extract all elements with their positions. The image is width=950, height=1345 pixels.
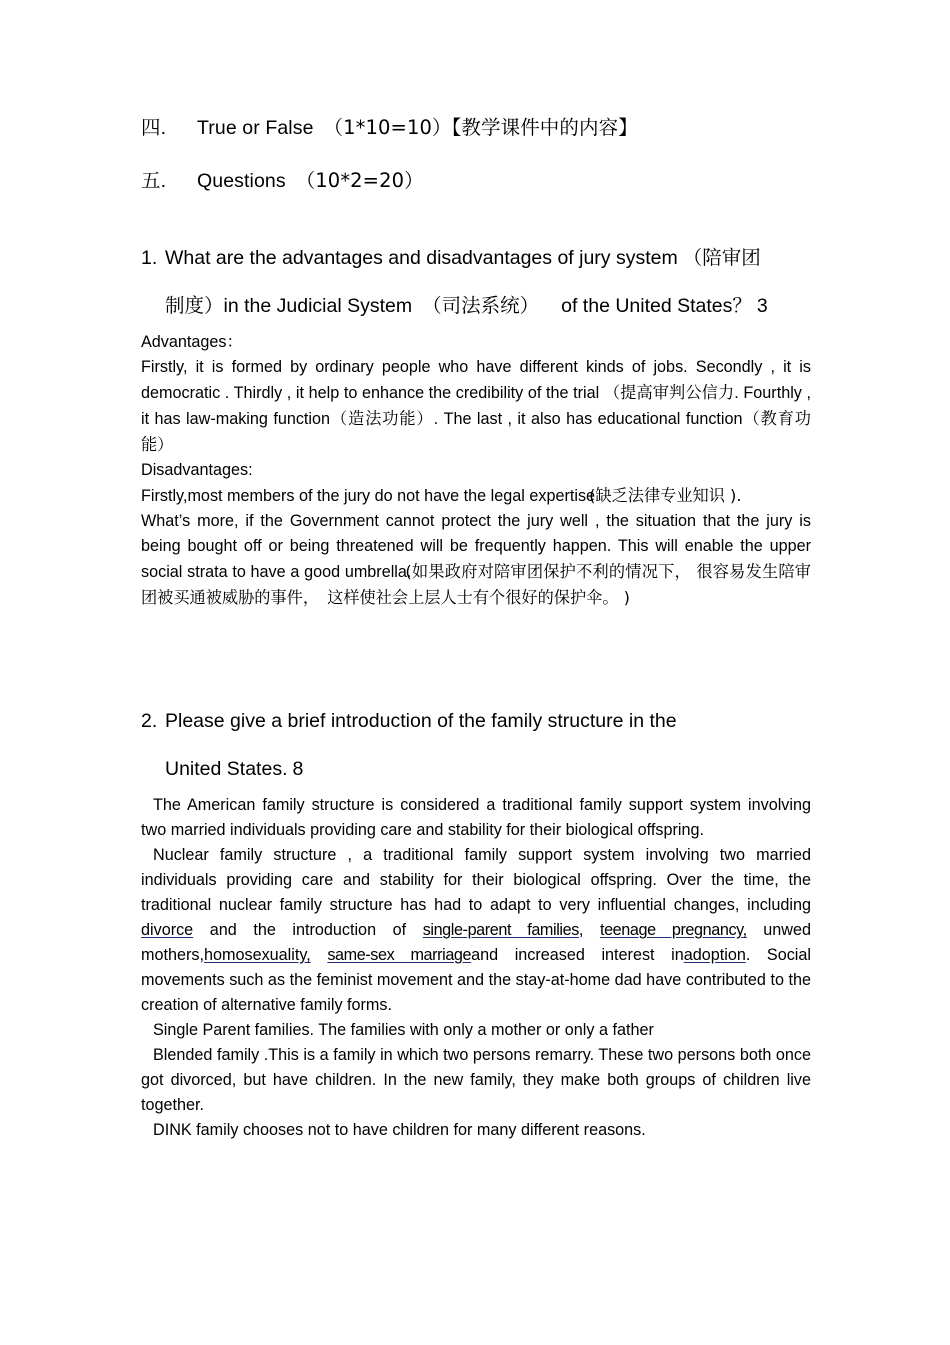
question-1-text-b: in the Judicial System — [223, 295, 413, 317]
disadvantages-text-1: Firstly,most members of the jury do not have the legal expertise — [141, 487, 596, 505]
advantages-zh-2: （造法功能） — [330, 409, 434, 428]
link-homosexuality[interactable]: homosexuality, — [203, 946, 311, 964]
answer-2-text-h: Social movements such as the feminist movement and the stay-at-home dad have contributed to the creation of alternative family forms. — [141, 946, 811, 1014]
section-marks: （10*2=20） — [295, 168, 424, 192]
answer-2-para-2 — [141, 843, 811, 1018]
answer-2-para-4: Blended family .This is a family in which two persons remarry. These two persons both once got divorced, but have children. In the new family, they make both groups of children live together. — [141, 1046, 811, 1114]
section-heading-true-or-false — [141, 118, 811, 139]
document-content — [141, 118, 811, 1143]
answer-2-text-g: . — [745, 946, 751, 964]
disadvantages-zh-2: (如果政府对陪审团保护不利的情况下， 很容易发生陪审团被买通被威胁的事件， 这样使社会上层人士有个很好的保护伞。 ) — [141, 562, 811, 607]
question-1-text-c: of the United States？ — [561, 295, 752, 317]
link-single-parent-families[interactable]: single-parent families — [422, 921, 579, 939]
question-2-text-a: Please give a brief introduction of the family structure in the — [165, 710, 677, 732]
answer-2-text-d: unwed mothers, — [141, 921, 811, 964]
link-teenage-pregnancy[interactable]: teenage pregnancy, — [599, 921, 747, 939]
question-2-score: 8 — [292, 758, 304, 780]
answer-2-para-3: Single Parent families. The families with only a mother or only a father — [153, 1021, 654, 1039]
answer-1-block — [141, 330, 811, 611]
answer-2-text-a: Nuclear family structure , a traditional family support system involving two married individuals providing care and stability for their biological offspring. Over the time, the traditional nuclear family structure has had to adapt to very influential changes, including — [141, 846, 811, 914]
section-heading-questions — [141, 168, 811, 192]
advantages-zh-3: （教育功能） — [141, 409, 811, 454]
answer-2-para-1: The American family structure is considered a traditional family support system involving two married individuals providing care and stability for their biological offspring. — [141, 796, 811, 839]
question-1-text-a: What are the advantages and disadvantages of jury system — [165, 247, 678, 269]
section-number: 四. — [141, 117, 167, 139]
question-2-text-b: United States. — [165, 758, 288, 780]
disadvantages-body-2 — [141, 509, 811, 611]
advantages-label: Advantages： — [141, 333, 243, 351]
question-number: 1. — [141, 247, 158, 269]
section-title: Questions — [197, 169, 286, 192]
link-same-sex-marriage[interactable]: same-sex marriage — [327, 946, 472, 964]
disadvantages-label: Disadvantages: — [141, 461, 253, 479]
question-1-zh-c: （司法系统） — [422, 294, 540, 317]
section-marks: （1*10=10）【教学课件中的内容】 — [323, 116, 638, 139]
answer-2-para-5: DINK family chooses not to have children for many different reasons. — [153, 1121, 646, 1139]
question-1-zh-b: 制度） — [165, 294, 224, 317]
advantages-zh-1: （提高审判公信力 — [603, 383, 735, 402]
disadvantages-body-1 — [141, 483, 811, 509]
advantages-text-3: . The last , it also has educational function — [433, 410, 743, 428]
section-spacer — [141, 611, 811, 697]
answer-2-block — [141, 793, 811, 1143]
advantages-body — [141, 355, 811, 458]
disadvantages-zh-1: (缺乏法律专业知识 ). — [589, 486, 742, 505]
section-number: 五. — [141, 169, 167, 192]
answer-2-text-e — [311, 946, 328, 964]
answer-2-text-f: and increased interest in — [471, 946, 684, 964]
advantages-text-2: . Fourthly , it has law-making function — [141, 384, 812, 428]
link-adoption[interactable]: adoption — [683, 946, 746, 964]
question-1-zh-a: （陪审团 — [682, 246, 761, 269]
answer-2-text-b: and the introduction of — [193, 921, 423, 939]
question-1-score: 3 — [756, 295, 768, 317]
disadvantages-text-2: What’s more, if the Government cannot protect the jury well , the situation that the jury is being bought off or being threatened will be frequently happen. This will enable the upper social strata to have a good umbrella. — [141, 512, 811, 581]
link-divorce[interactable]: divorce — [141, 921, 194, 939]
section-title: True or False — [197, 117, 314, 139]
answer-2-text-c: , — [578, 921, 600, 939]
question-2-heading — [141, 697, 811, 793]
question-number: 2. — [141, 710, 158, 732]
advantages-text-1: Firstly, it is formed by ordinary people who have different kinds of jobs. Secondly , it is democratic . Thirdly , it help to enhance the credibility of the trial — [141, 358, 811, 402]
question-1-heading — [141, 234, 811, 330]
